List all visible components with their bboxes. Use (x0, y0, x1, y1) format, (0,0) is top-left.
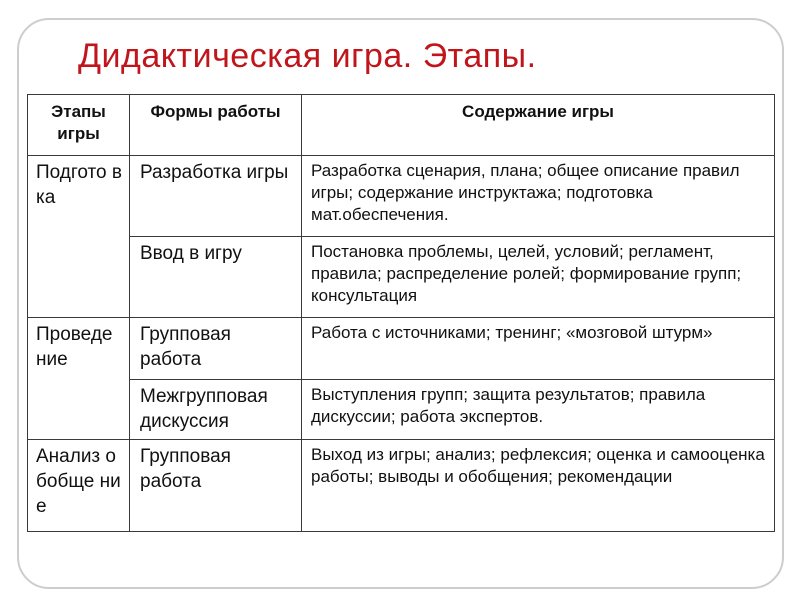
header-content: Содержание игры (302, 95, 775, 156)
content-cell: Постановка проблемы, целей, условий; регламент, правила; распределение ролей; формирование групп; консультация (302, 237, 775, 318)
header-forms: Формы работы (130, 95, 302, 156)
stages-table (27, 94, 775, 532)
form-cell: Межгрупповая дискуссия (130, 380, 302, 440)
table-row (28, 156, 775, 237)
content-cell: Выход из игры; анализ; рефлексия; оценка и самооценка работы; выводы и обобщения; рекомендации (302, 440, 775, 532)
stage-preparation: Подгото вка (28, 156, 130, 318)
table-row (28, 380, 775, 440)
header-stages: Этапы игры (28, 95, 130, 156)
stage-conduct: Проведе ние (28, 318, 130, 440)
form-cell: Ввод в игру (130, 237, 302, 318)
content-cell: Разработка сценария, плана; общее описание правил игры; содержание инструктажа; подготовка мат.обеспечения. (302, 156, 775, 237)
table-row (28, 440, 775, 532)
table-row (28, 318, 775, 380)
content-cell: Работа с источниками; тренинг; «мозговой штурм» (302, 318, 775, 380)
form-cell: Разработка игры (130, 156, 302, 237)
form-cell: Групповая работа (130, 440, 302, 532)
stage-analysis: Анализ обобще ние (28, 440, 130, 532)
content-cell: Выступления групп; защита результатов; правила дискуссии; работа экспертов. (302, 380, 775, 440)
table-header-row (28, 95, 775, 156)
slide-title: Дидактическая игра. Этапы. (78, 37, 537, 75)
form-cell: Групповая работа (130, 318, 302, 380)
table-row (28, 237, 775, 318)
